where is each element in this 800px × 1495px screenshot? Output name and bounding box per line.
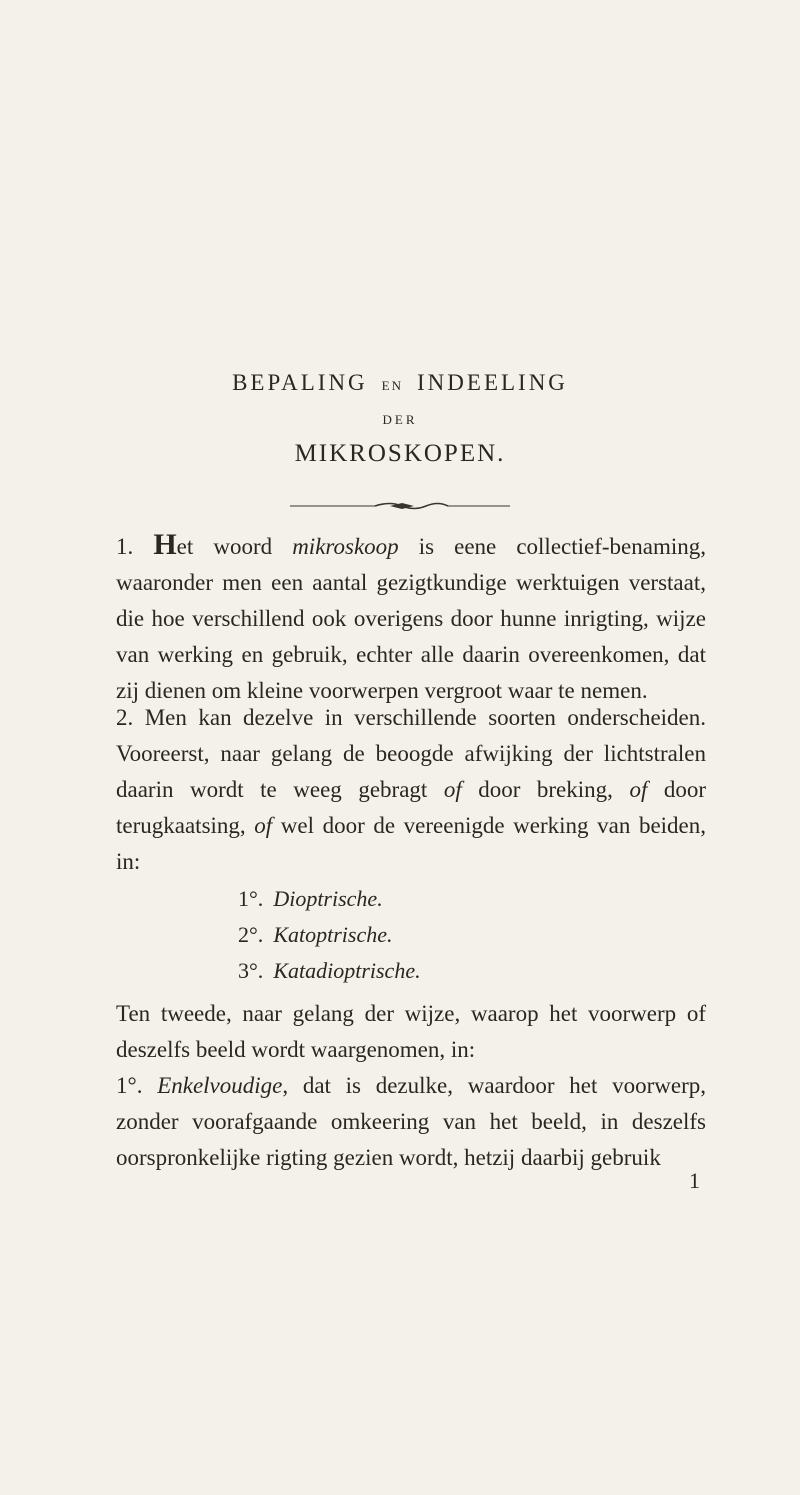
term-mikroskoop: mikroskoop: [292, 534, 399, 559]
heading-word-en: EN: [381, 378, 404, 393]
list-item-number: 1°.: [238, 886, 264, 911]
heading-line-3: MIKROSKOPEN.: [294, 440, 506, 467]
paragraph-2-of-3: of: [254, 813, 273, 838]
signature-mark: 1: [689, 1168, 700, 1193]
list-item-katoptrische: [238, 922, 392, 948]
list-item-number: 2°.: [238, 922, 264, 947]
list-item-label: Katoptrische.: [273, 922, 393, 947]
paragraph-3-text-b: , dat is dezulke, waardoor het voorwerp, zonder voorafgaande omkeering van het beeld, in deszelfs oorspronkelijke rigting gezien wordt, hetzij daarbij gebruik: [116, 1073, 706, 1170]
paragraph-1-text-a: et woord: [176, 534, 293, 559]
list-item-label: Katadioptrische.: [273, 958, 421, 983]
paragraph-2: [116, 700, 706, 880]
term-enkelvoudige: Enkelvoudige: [157, 1073, 283, 1098]
paragraph-2-text-a: Men kan dezelve in verschillende soorten onderscheiden. Vooreerst, naar gelang de beoogde afwijking der lichtstralen daarin wordt te weeg gebragt: [116, 705, 706, 802]
heading-line-2: DER: [382, 412, 418, 427]
paragraph-1: [116, 529, 706, 709]
list-item-dioptrische: [238, 886, 383, 912]
paragraph-3-number: 1°.: [116, 1073, 143, 1098]
paragraph-2-of-1: of: [443, 777, 462, 802]
heading-line-1: [0, 370, 800, 396]
heading-word-indeeling: INDEELING: [417, 370, 568, 395]
paragraph-2-text-b: door breking,: [461, 777, 630, 802]
paragraph-2-text-d: wel door de vereenigde werking van beiden, in:: [116, 813, 707, 874]
paragraph-2-number: 2.: [116, 705, 134, 730]
list-item-katadioptrische: [238, 958, 421, 984]
paragraph-2-text-c: door terugkaatsing,: [116, 777, 707, 838]
ornament-rule: [290, 499, 510, 513]
paragraph-1-number: 1.: [116, 534, 134, 559]
paragraph-1-text-b: is eene collectief-benaming, waaronder men een aantal gezigtkundige werktuigen verstaat, die hoe verschillend ook overigens door hunne inrigting, wijze van werking en gebruik, echter alle daarin overeenkomen, dat zij dienen om kleine voorwerpen vergroot waar te nemen.: [116, 534, 706, 703]
paragraph-2-of-2: of: [629, 777, 648, 802]
list-item-label: Dioptrische.: [273, 886, 383, 911]
drop-initial: H: [153, 528, 177, 561]
paragraph-3-text-a: Ten tweede, naar gelang der wijze, waarop het voorwerp of deszelfs beeld wordt waargenomen, in:: [116, 1001, 706, 1062]
list-item-number: 3°.: [238, 958, 264, 983]
paragraph-3: [116, 996, 706, 1176]
heading-word-bepaling: BEPALING: [232, 370, 368, 395]
